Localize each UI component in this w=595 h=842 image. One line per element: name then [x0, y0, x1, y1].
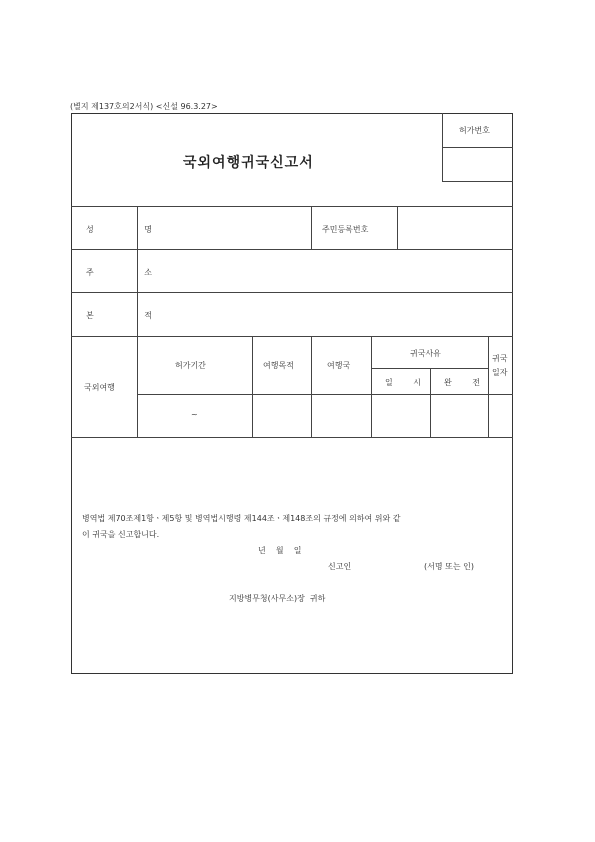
permit-period-field[interactable]: ~: [191, 410, 198, 419]
address-field[interactable]: [138, 250, 513, 292]
return-date-header-line1: 귀국: [492, 354, 508, 363]
permanent-return-field[interactable]: [431, 395, 488, 437]
travel-country-field[interactable]: [312, 395, 371, 437]
declarant-label: 신고인: [328, 562, 352, 571]
permanent-return-header: 완 전: [444, 378, 489, 387]
overseas-travel-label: 국외여행: [84, 383, 115, 392]
permit-period-header: 허가기간: [175, 361, 206, 370]
return-reason-header: 귀국사유: [410, 349, 441, 358]
domicile-label: 본 적: [86, 311, 176, 320]
permit-number-field[interactable]: [443, 148, 513, 181]
return-date-header-line2: 일자: [492, 368, 508, 377]
rrn-field[interactable]: [398, 207, 513, 249]
travel-purpose-header: 여행목적: [263, 361, 294, 370]
travel-country-header: 여행국: [327, 361, 351, 370]
signature-label: (서명 또는 인): [424, 562, 474, 571]
temporary-return-header: 일 시: [385, 378, 430, 387]
declaration-text-line1: 병역법 제70조제1항ㆍ제5항 및 병역법시행령 제144조ㆍ제148조의 규정에 의하여 위와 같: [82, 514, 401, 523]
permit-number-label: 허가번호: [459, 126, 490, 135]
name-field[interactable]: [138, 207, 311, 249]
address-label: 주 소: [86, 268, 176, 277]
declaration-text-line2: 이 귀국을 신고합니다.: [82, 530, 160, 539]
domicile-field[interactable]: [138, 293, 513, 336]
travel-purpose-field[interactable]: [253, 395, 311, 437]
divider: [71, 437, 513, 438]
form-title: 국외여행귀국신고서: [183, 155, 314, 171]
name-label: 성 명: [86, 225, 176, 234]
temporary-return-field[interactable]: [372, 395, 430, 437]
return-date-field[interactable]: [489, 395, 513, 437]
addressee: 지방병무청(사무소)장 귀하: [229, 594, 326, 603]
form-header: (별지 제137호의2서식) <신설 96.3.27>: [70, 102, 218, 111]
divider: [442, 181, 513, 182]
divider: [311, 206, 312, 249]
rrn-label: 주민등록번호: [322, 225, 369, 234]
declaration-date: 년 월 일: [258, 546, 302, 555]
